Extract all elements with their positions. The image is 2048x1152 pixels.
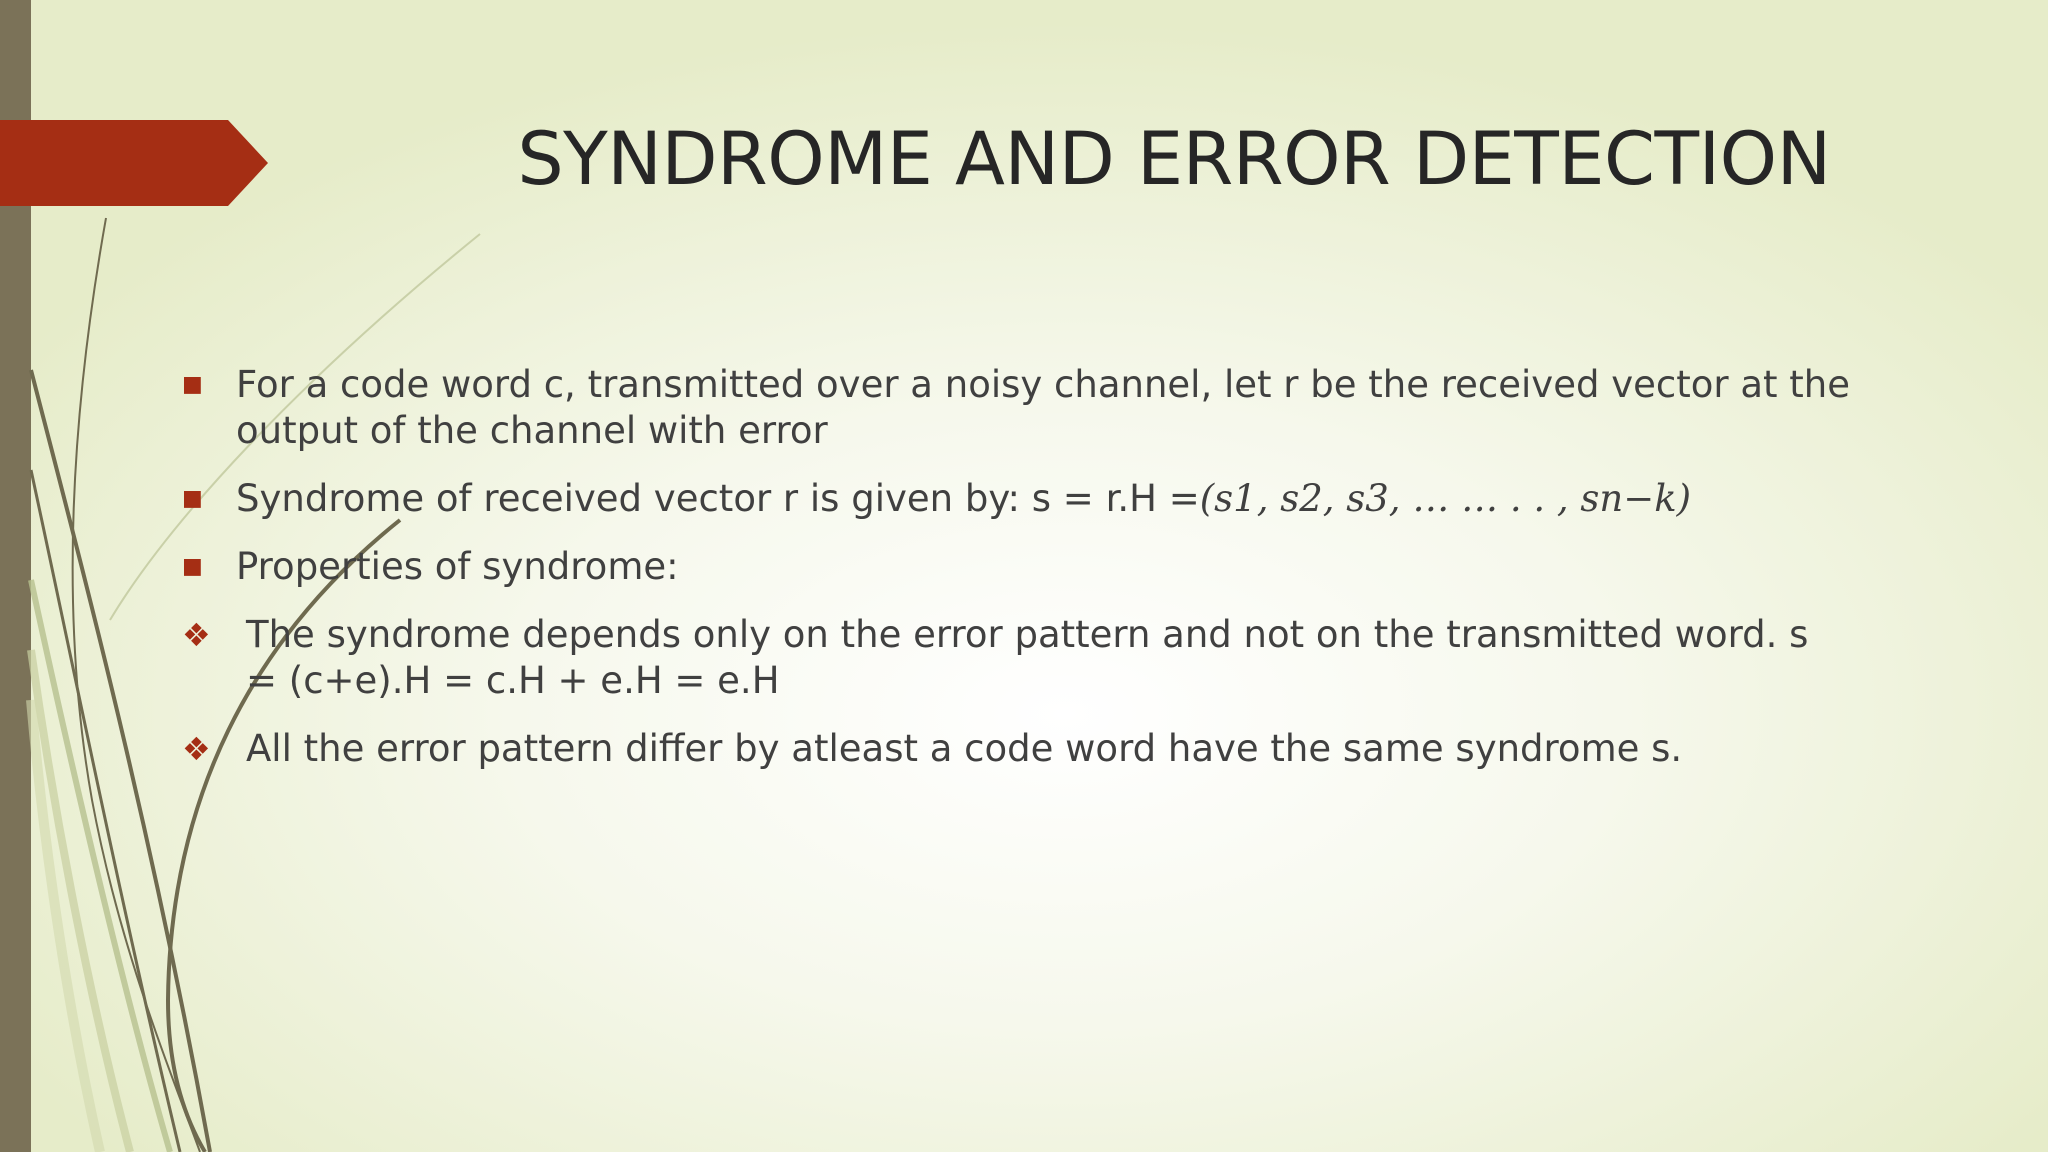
bullet-text: The syndrome depends only on the error pattern and not on the transmitted word. s = (c+e).H = c.H + e.H = e.H	[246, 613, 1809, 702]
title-arrow-shape	[0, 120, 270, 206]
diamond-bullet-icon: ❖	[182, 730, 211, 768]
slide-content	[180, 362, 1850, 794]
square-bullet-icon: ■	[182, 486, 203, 511]
square-bullet-icon: ■	[182, 372, 203, 397]
syndrome-formula: (s1, s2, s3, … … . . , sn−k)	[1199, 477, 1692, 520]
bullet-item-1	[180, 362, 1850, 454]
diamond-bullet-icon: ❖	[182, 616, 211, 654]
bullet-text: For a code word c, transmitted over a noisy channel, let r be the received vector at the output of the channel with error	[236, 363, 1850, 452]
bullet-item-2	[180, 476, 1850, 522]
bullet-item-3	[180, 544, 1850, 590]
bullet-text: Syndrome of received vector r is given by: s = r.H =	[236, 477, 1200, 520]
bullet-item-5	[180, 726, 1850, 772]
slide-title: SYNDROME AND ERROR DETECTION	[517, 117, 1831, 202]
bullet-text: All the error pattern differ by atleast a code word have the same syndrome s.	[246, 727, 1683, 770]
bullet-item-4	[180, 612, 1850, 704]
bullet-text: Properties of syndrome:	[236, 545, 679, 588]
square-bullet-icon: ■	[182, 554, 203, 579]
